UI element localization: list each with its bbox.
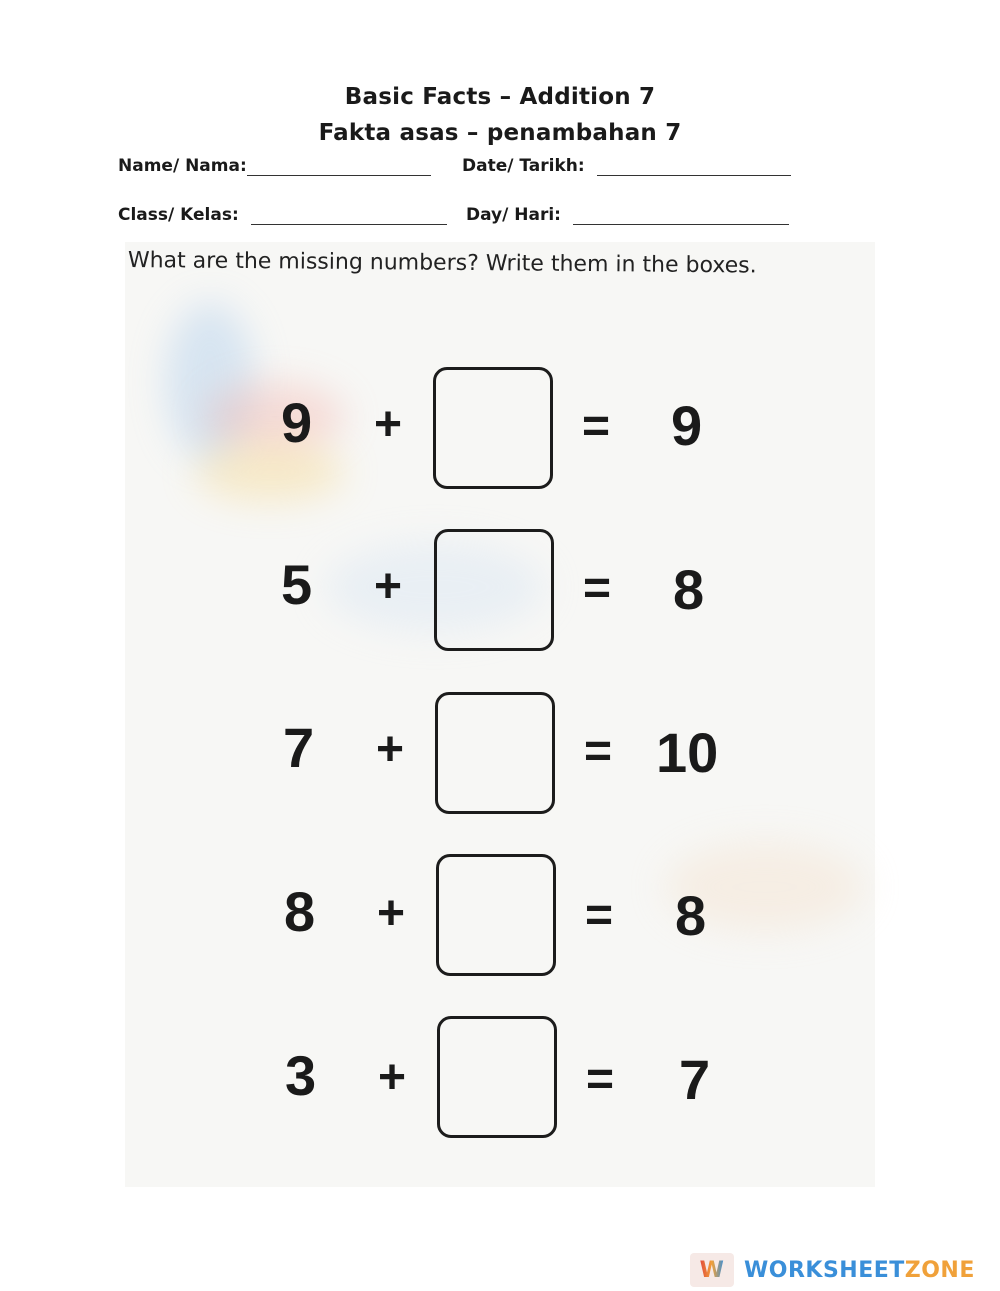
class-field	[118, 205, 447, 225]
addend: 3	[285, 1044, 317, 1107]
addend: 9	[281, 391, 313, 454]
class-blank-line[interactable]	[251, 208, 447, 225]
plus-sign: +	[374, 560, 403, 613]
equals-sign: =	[582, 400, 611, 453]
logo-text-worksheet: WORKSHEET	[744, 1257, 905, 1283]
equation-row	[0, 365, 1000, 495]
instruction-text: What are the missing numbers? Write them in the boxes.	[127, 248, 757, 279]
equation-row	[0, 527, 1000, 657]
equals-sign: =	[583, 562, 612, 615]
day-field	[466, 205, 789, 225]
equation-row	[0, 852, 1000, 982]
answer-box[interactable]	[435, 692, 555, 814]
equals-sign: =	[586, 1053, 615, 1106]
day-label: Day/ Hari:	[466, 205, 561, 225]
logo-w-letter: W	[699, 1257, 725, 1283]
name-field	[118, 156, 431, 176]
equals-sign: =	[584, 725, 613, 778]
day-blank-line[interactable]	[573, 208, 789, 225]
addend: 7	[283, 716, 315, 779]
name-blank-line[interactable]	[247, 159, 431, 176]
plus-sign: +	[378, 1051, 407, 1104]
class-label: Class/ Kelas:	[118, 205, 239, 225]
answer-box[interactable]	[436, 854, 556, 976]
plus-sign: +	[376, 723, 405, 776]
date-field	[462, 156, 791, 176]
addend: 5	[281, 553, 313, 616]
plus-sign: +	[377, 887, 406, 940]
sum-value: 7	[679, 1048, 711, 1111]
answer-box[interactable]	[434, 529, 554, 651]
sum-value: 8	[675, 884, 707, 947]
answer-box[interactable]	[437, 1016, 557, 1138]
addend: 8	[284, 880, 316, 943]
logo-w-icon	[690, 1253, 734, 1287]
sum-value: 9	[671, 394, 703, 457]
sum-value: 10	[656, 721, 719, 784]
worksheetzone-logo[interactable]	[690, 1250, 975, 1290]
sum-value: 8	[673, 558, 705, 621]
name-label: Name/ Nama:	[118, 156, 247, 176]
equals-sign: =	[585, 889, 614, 942]
page-title: Basic Facts – Addition 7	[344, 84, 656, 110]
page-subtitle: Fakta asas – penambahan 7	[318, 120, 682, 146]
plus-sign: +	[374, 398, 403, 451]
answer-box[interactable]	[433, 367, 553, 489]
equation-row	[0, 690, 1000, 820]
date-blank-line[interactable]	[597, 159, 791, 176]
date-label: Date/ Tarikh:	[462, 156, 585, 176]
logo-text-zone: ZONE	[904, 1257, 975, 1283]
equation-row	[0, 1014, 1000, 1144]
